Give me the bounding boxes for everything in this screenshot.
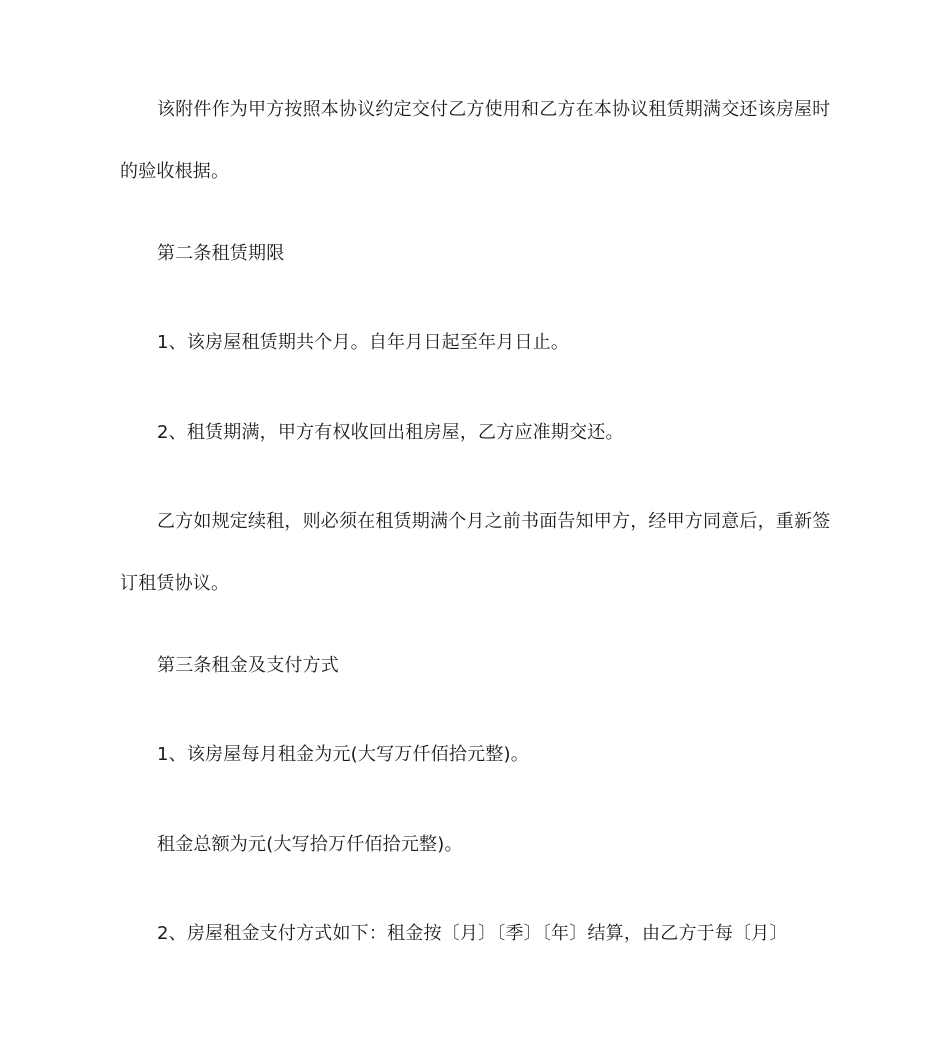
paragraph-inspection-basis: 该附件作为甲方按照本协议约定交付乙方使用和乙方在本协议租赁期满交还该房屋时的验收根据。 xyxy=(120,99,831,182)
heading-article-3-rent-payment: 第三条租金及支付方式 xyxy=(157,655,339,676)
heading-article-2-lease-term: 第二条租赁期限 xyxy=(157,243,285,264)
paragraph-total-rent: 租金总额为元(大写拾万仟佰拾元整)。 xyxy=(157,834,463,855)
paragraph-lease-duration: 1、该房屋租赁期共个月。自年月日起至年月日止。 xyxy=(157,332,570,353)
paragraph-payment-method: 2、房屋租金支付方式如下：租金按〔月〕〔季〕〔年〕结算，由乙方于每〔月〕 xyxy=(157,923,788,944)
paragraph-lease-renewal: 乙方如规定续租，则必须在租赁期满个月之前书面告知甲方，经甲方同意后，重新签订租赁协议。 xyxy=(120,511,831,594)
paragraph-monthly-rent: 1、该房屋每月租金为元(大写万仟佰拾元整)。 xyxy=(157,744,529,765)
paragraph-lease-expiry: 2、租赁期满，甲方有权收回出租房屋，乙方应准期交还。 xyxy=(157,422,624,443)
